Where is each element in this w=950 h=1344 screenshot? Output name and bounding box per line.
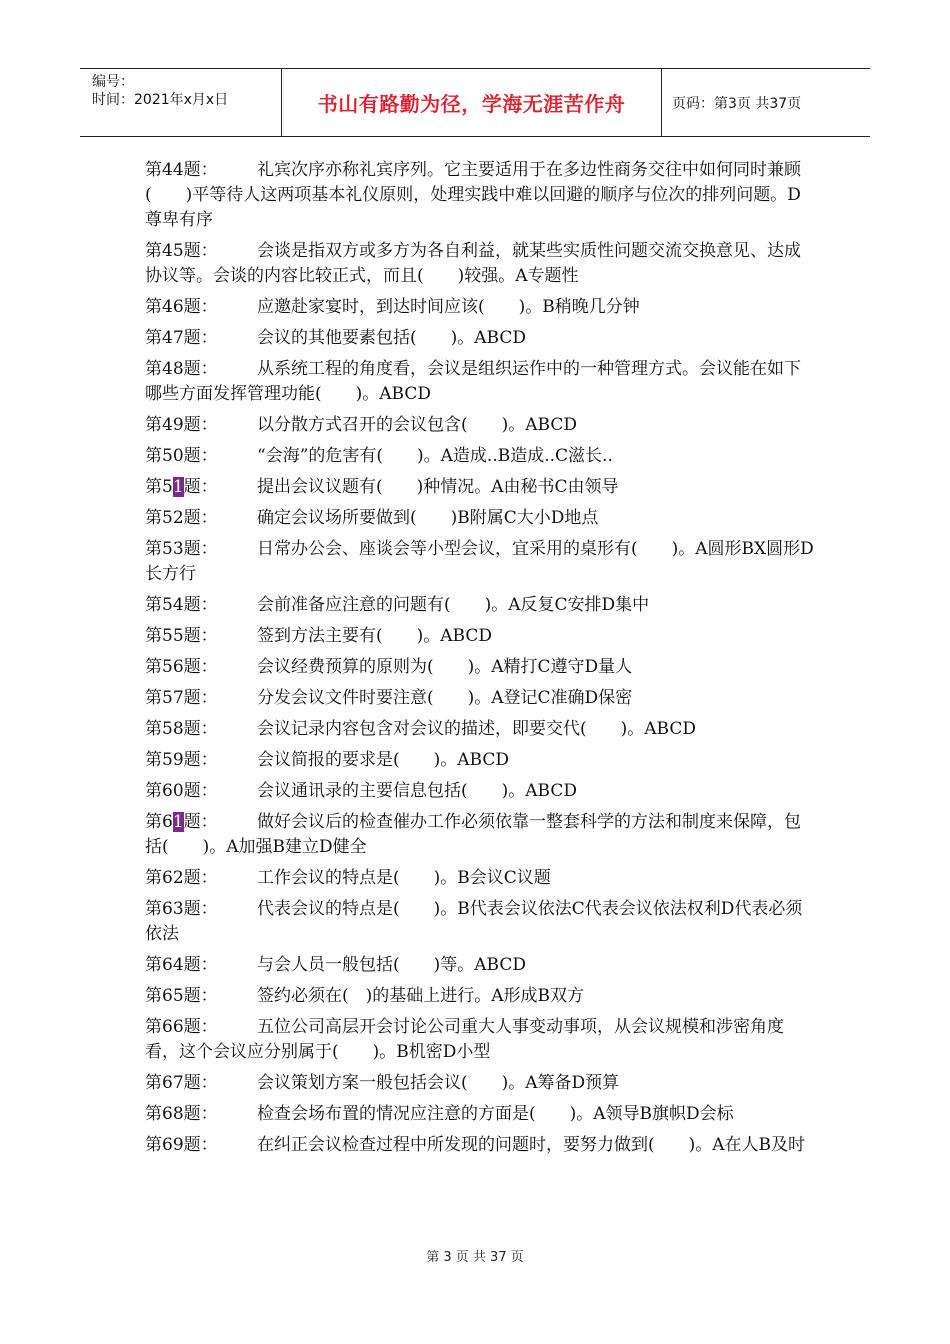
question-text: 签约必须在( )的基础上进行。A形成B双方: [257, 986, 585, 1006]
question-text: 从系统工程的角度看，会议是组织运作中的一种管理方式。会议能在如下哪些方面发挥管理功能( )。ABCD: [145, 359, 801, 404]
question-item: [145, 748, 815, 773]
question-text: 会议经费预算的原则为( )。A精打C遵守D量人: [257, 657, 633, 677]
question-number: 第66题：: [145, 1017, 218, 1037]
question-text: 代表会议的特点是( )。B代表会议依法C代表会议依法权利D代表必须依法: [145, 899, 803, 944]
question-number: 第59题：: [145, 750, 218, 770]
question-number-prefix: 第5: [145, 477, 173, 497]
question-text: 日常办公会、座谈会等小型会议，宜采用的桌形有( )。A圆形BX圆形D长方行: [145, 539, 814, 584]
highlighted-digit: 1: [172, 477, 184, 497]
question-item: [145, 1102, 815, 1127]
question-text: 会议简报的要求是( )。ABCD: [257, 750, 509, 770]
question-number: 第69题：: [145, 1135, 218, 1155]
question-item: [145, 326, 815, 351]
question-item: [145, 239, 815, 289]
question-number: 第55题：: [145, 626, 218, 646]
question-item: [145, 537, 815, 587]
question-item: [145, 1015, 815, 1065]
question-item: [145, 624, 815, 649]
question-item: [145, 953, 815, 978]
page-header: [80, 68, 870, 137]
question-number: 第68题：: [145, 1104, 218, 1124]
header-left-cell: [80, 69, 282, 136]
question-number: 第44题：: [145, 160, 218, 180]
question-text: 在纠正会议检查过程中所发现的问题时，要努力做到( )。A在人B及时: [257, 1135, 806, 1155]
question-item: [145, 984, 815, 1009]
question-number: 第57题：: [145, 688, 218, 708]
question-item: [145, 444, 815, 469]
question-item: [145, 475, 815, 500]
question-item: [145, 593, 815, 618]
question-item: [145, 810, 815, 860]
question-number: [145, 810, 257, 835]
question-number: 第48题：: [145, 359, 218, 379]
question-number: 第54题：: [145, 595, 218, 615]
question-text: 会前准备应注意的问题有( )。A反复C安排D集中: [257, 595, 650, 615]
question-item: [145, 357, 815, 407]
question-number: 第63题：: [145, 899, 218, 919]
question-text: 检查会场布置的情况应注意的方面是( )。A领导B旗帜D会标: [257, 1104, 734, 1124]
question-item: [145, 897, 815, 947]
question-text: 会谈是指双方或多方为各自利益，就某些实质性问题交流交换意见、达成协议等。会谈的内容比较正式，而且( )较强。A专题性: [145, 241, 801, 286]
question-item: [145, 1133, 815, 1158]
question-text: 工作会议的特点是( )。B会议C议题: [257, 868, 551, 888]
code-label: 编号：: [92, 74, 134, 90]
question-item: [145, 686, 815, 711]
question-number-prefix: 第6: [145, 812, 173, 832]
question-list: [145, 158, 815, 1164]
question-number: 第49题：: [145, 415, 218, 435]
question-text: 与会人员一般包括( )等。ABCD: [257, 955, 526, 975]
page-footer: 第 3 页 共 37 页: [426, 1250, 524, 1265]
question-text: 五位公司高层开会讨论公司重大人事变动事项，从会议规模和涉密角度看，这个会议应分别属于( )。B机密D小型: [145, 1017, 784, 1062]
question-number: 第47题：: [145, 328, 218, 348]
question-number: 第45题：: [145, 241, 218, 261]
question-item: [145, 1071, 815, 1096]
question-item: [145, 158, 815, 233]
question-text: 以分散方式召开的会议包含( )。ABCD: [257, 415, 577, 435]
question-text: 确定会议场所要做到( )B附属C大小D地点: [257, 508, 599, 528]
question-text: 会议策划方案一般包括会议( )。A筹备D预算: [257, 1073, 620, 1093]
question-item: [145, 779, 815, 804]
question-text: 会议的其他要素包括( )。ABCD: [257, 328, 526, 348]
question-item: [145, 866, 815, 891]
question-text: 分发会议文件时要注意( )。A登记C准确D保密: [257, 688, 633, 708]
page-info: 页码：第3页 共37页: [672, 95, 802, 112]
question-number: 第52题：: [145, 508, 218, 528]
highlighted-digit: 1: [172, 812, 184, 832]
question-text: 礼宾次序亦称礼宾序列。它主要适用于在多边性商务交往中如何同时兼顾( )平等待人这两项基本礼仪原则，处理实践中难以回避的顺序与位次的排列问题。D尊卑有序: [145, 160, 801, 230]
question-number: [145, 475, 257, 500]
question-number: 第64题：: [145, 955, 218, 975]
question-number-suffix: 题：: [183, 477, 218, 497]
question-text: “会海”的危害有( )。A造成..B造成..C滋长..: [257, 446, 613, 466]
question-item: [145, 413, 815, 438]
question-text: 做好会议后的检查催办工作必须依靠一整套科学的方法和制度来保障，包括( )。A加强B建立D健全: [145, 812, 801, 857]
question-text: 提出会议议题有( )种情况。A由秘书C由领导: [257, 477, 619, 497]
question-text: 会议通讯录的主要信息包括( )。ABCD: [257, 781, 577, 801]
question-number: 第65题：: [145, 986, 218, 1006]
question-number: 第67题：: [145, 1073, 218, 1093]
question-item: [145, 295, 815, 320]
time-label: 时间：2021年x月x日: [92, 92, 229, 108]
question-text: 会议记录内容包含对会议的描述，即要交代( )。ABCD: [257, 719, 696, 739]
question-text: 签到方法主要有( )。ABCD: [257, 626, 492, 646]
motto: 书山有路勤为径，学海无涯苦作舟: [282, 69, 662, 136]
question-number-suffix: 题：: [183, 812, 218, 832]
question-item: [145, 506, 815, 531]
question-number: 第62题：: [145, 868, 218, 888]
question-number: 第53题：: [145, 539, 218, 559]
question-item: [145, 717, 815, 742]
question-text: 应邀赴家宴时，到达时间应该( )。B稍晚几分钟: [257, 297, 640, 317]
question-number: 第58题：: [145, 719, 218, 739]
question-number: 第60题：: [145, 781, 218, 801]
question-number: 第50题：: [145, 446, 218, 466]
question-item: [145, 655, 815, 680]
question-number: 第46题：: [145, 297, 218, 317]
question-number: 第56题：: [145, 657, 218, 677]
